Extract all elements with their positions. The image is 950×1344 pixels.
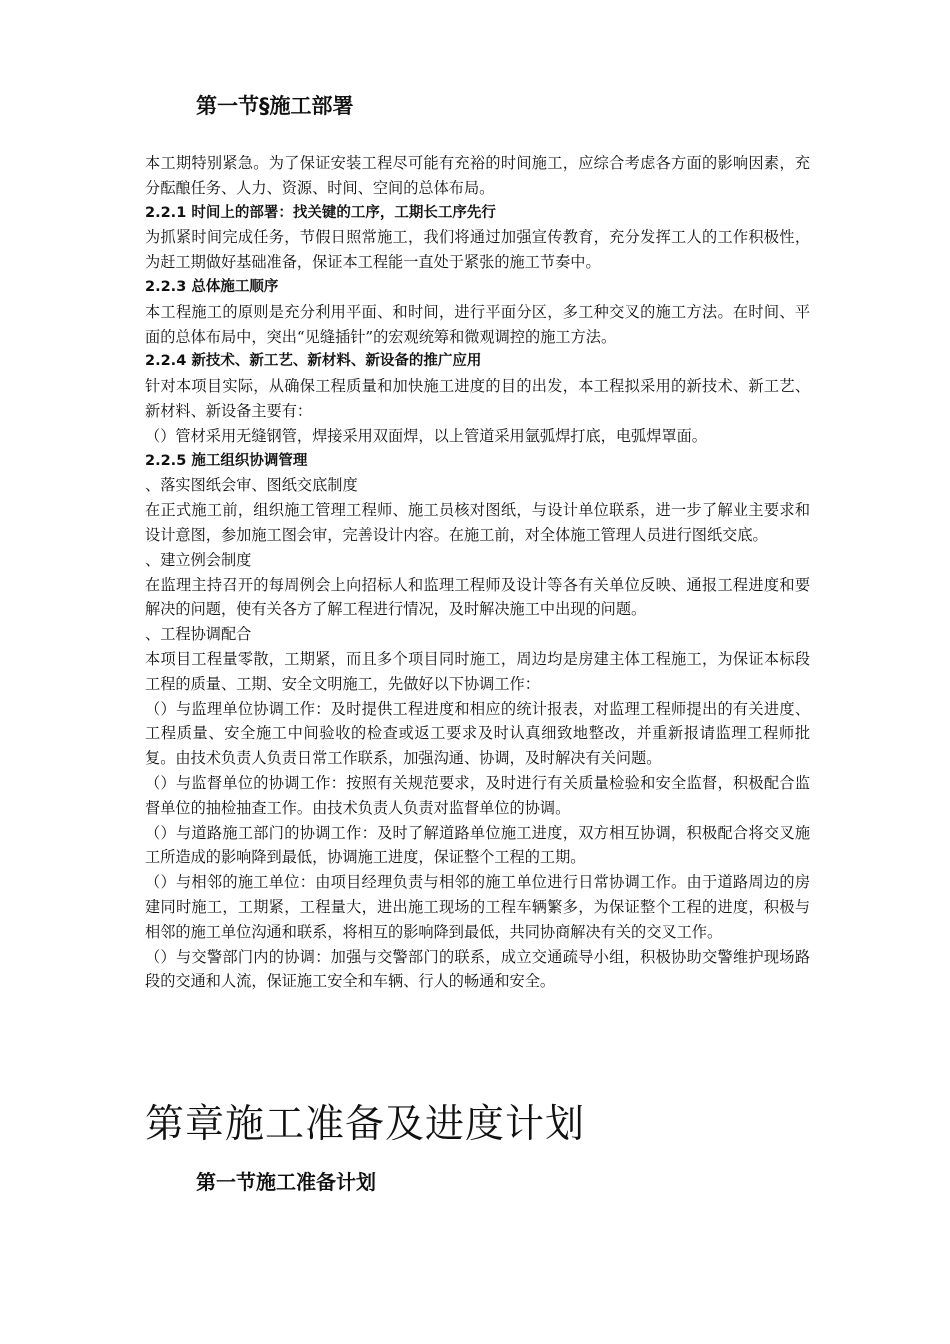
subsection-heading: 2.2.3 总体施工顺序 — [145, 278, 279, 295]
paragraph: 、工程协调配合 — [145, 625, 252, 644]
paragraph: （）与交警部门内的协调：加强与交警部门的联系，成立交通疏导小组，积极协助交警维护现场路段的交通和人流，保证施工安全和车辆、行人的畅通和安全。 — [145, 947, 810, 991]
section-title-2: 第一节施工准备计划 — [196, 1170, 376, 1194]
chapter-title: 第章施工准备及进度计划 — [145, 1102, 586, 1147]
subsection-heading: 2.2.1 时间上的部署：找关键的工序，工期长工序先行 — [145, 204, 496, 221]
paragraph: 本项目工程量零散，工期紧，而且多个项目同时施工，周边均是房建主体工程施工，为保证本标段工程的质量、工期、安全文明施工，先做好以下协调工作： — [145, 649, 810, 693]
paragraph: 在正式施工前，组织施工管理工程师、施工员核对图纸，与设计单位联系，进一步了解业主要求和设计意图，参加施工图会审，完善设计内容。在施工前，对全体施工管理人员进行图纸交底。 — [145, 501, 810, 544]
body-text — [145, 151, 810, 994]
paragraph: 在监理主持召开的每周例会上向招标人和监理工程师及设计等各有关单位反映、通报工程进度和要解决的问题，使有关各方了解工程进行情况，及时解决施工中出现的问题。 — [145, 575, 810, 619]
paragraph: 为抓紧时间完成任务，节假日照常施工，我们将通过加强宣传教育，充分发挥工人的工作积极性，为赶工期做好基础准备，保证本工程能一直处于紧张的施工节奏中。 — [145, 228, 810, 272]
paragraph: （）与监理单位协调工作：及时提供工程进度和相应的统计报表，对监理工程师提出的有关进度、工程质量、安全施工中间验收的检查或返工要求及时认真细致地整改，并重新报请监理工程师批复。由技术负责人负责日常工作联系，加强沟通、协调，及时解决有关问题。 — [145, 699, 810, 768]
subsection-heading: 2.2.4 新技术、新工艺、新材料、新设备的推广应用 — [145, 353, 482, 370]
paragraph: 本工期特别紧急。为了保证安装工程尽可能有充裕的时间施工，应综合考虑各方面的影响因素，充分酝酿任务、人力、资源、时间、空间的总体布局。 — [145, 154, 810, 197]
paragraph: 、建立例会制度 — [145, 550, 252, 569]
paragraph: （）与相邻的施工单位：由项目经理负责与相邻的施工单位进行日常协调工作。由于道路周边的房建同时施工，工期紧，工程量大，进出施工现场的工程车辆繁多，为保证整个工程的进度，积极与相邻的施工单位沟通和联系，将相互的影响降到最低，共同协商解决有关的交叉工作。 — [145, 873, 810, 941]
subsection-heading: 2.2.5 施工组织协调管理 — [145, 452, 308, 469]
paragraph: 本工程施工的原则是充分利用平面、和时间，进行平面分区，多工种交叉的施工方法。在时间、平面的总体布局中，突出“见缝插针”的宏观统筹和微观调控的施工方法。 — [145, 302, 810, 346]
paragraph: （）与监督单位的协调工作：按照有关规范要求，及时进行有关质量检验和安全监督，积极配合监督单位的抽检抽查工作。由技术负责人负责对监督单位的协调。 — [145, 773, 810, 817]
paragraph: （）与道路施工部门的协调工作：及时了解道路单位施工进度，双方相互协调，积极配合将交叉施工所造成的影响降到最低，协调施工进度，保证整个工程的工期。 — [145, 823, 810, 867]
paragraph: 、落实图纸会审、图纸交底制度 — [145, 476, 358, 495]
section-title: 第一节§施工部署 — [196, 94, 354, 118]
paragraph: （）管材采用无缝钢管，焊接采用双面焊，以上管道采用氩弧焊打底，电弧焊罩面。 — [145, 426, 707, 445]
paragraph: 针对本项目实际，从确保工程质量和加快施工进度的目的出发，本工程拟采用的新技术、新工艺、新材料、新设备主要有： — [145, 377, 810, 420]
